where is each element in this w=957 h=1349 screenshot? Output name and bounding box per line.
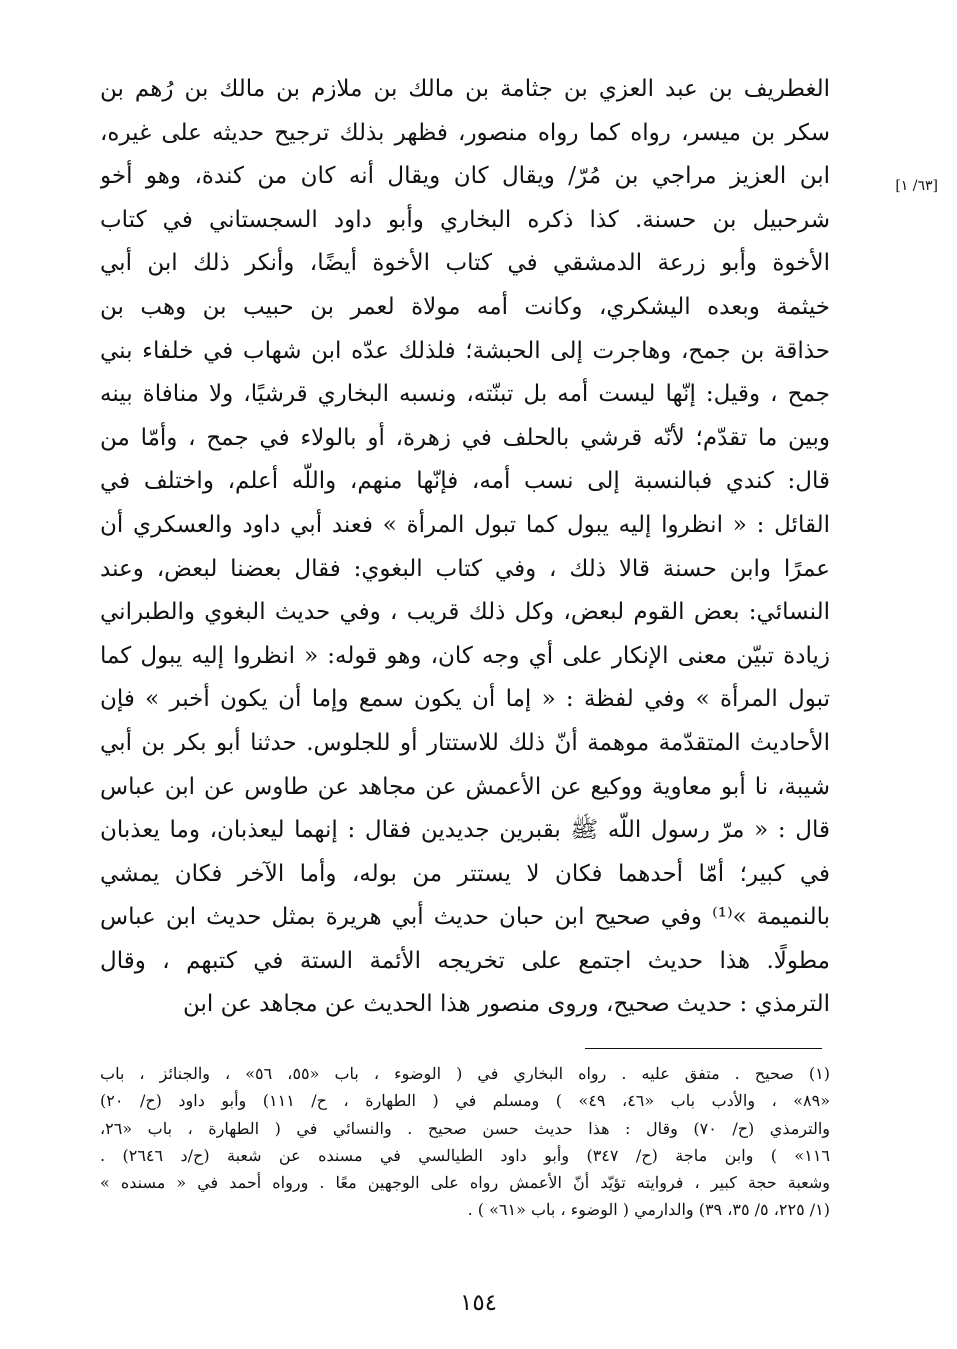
footnote-line: والترمذي (ح/ ٧٠) وقال : هذا حديث حسن صحيح . والنسائي في ( الطهارة ، باب «٢٦، <box>100 1118 830 1138</box>
text-line: الغطريف بن عبد العزي بن جثامة بن مالك بن ملازم بن مالك بن رُهم بن <box>100 76 830 102</box>
text-line: خيثمة وبعده اليشكري، وكانت أمه مولاة لعمر بن حبيب بن وهب بن <box>100 293 830 320</box>
text-line: شيبة، نا أبو معاوية ووكيع عن الأعمش عن مجاهد عن طاوس عن ابن عباس <box>100 773 830 800</box>
text-line: بالنميمة »⁽¹⁾ وفي صحيح ابن حبان حديث أبي هريرة بمثل حديث ابن عباس <box>100 904 830 931</box>
footnote-separator <box>585 1048 822 1049</box>
text-line: تبول المرأة » وفي لفظة : « إما أن يكون سمع وإما أن يكون أخبر » فإن <box>100 686 830 713</box>
text-line: قال: كندي فبالنسبة إلى نسب أمه، فإنّها منهم، واللّه أعلم، واختلف في <box>100 468 830 495</box>
text-line: وبين ما تقدّم؛ لأنّه قرشي بالحلف في زهرة، أو بالولاء في جمح ، وأمّا من <box>100 424 830 451</box>
text-line: النسائي: بعض القوم لبعض، وكل ذلك قريب ، وفي حديث البغوي والطبراني <box>100 599 830 626</box>
text-line: مطولًا. هذا حديث اجتمع على تخريجه الأئمة الستة في كتبهم ، وقال <box>100 947 830 974</box>
margin-reference: [٦٣/ ١] <box>895 178 938 194</box>
text-line: زيادة تبيّن معنى الإنكار على أي وجه كان، وهو قوله: « انظروا إليه يبول كما <box>100 642 830 669</box>
text-line: الترمذي : حديث صحيح، وروى منصور هذا الحديث عن مجاهد عن ابن <box>182 991 830 1018</box>
text-line: في كبير؛ أمّا أحدهما فكان لا يستتر من بوله، وأما الآخر فكان يمشي <box>100 860 830 887</box>
text-line: قال : « مرّ رسول اللّه ﷺ بقبرين جديدين فقال : إنهما ليعذبان، وما يعذبان <box>100 817 830 844</box>
text-line: شرحبيل بن حسنة. كذا ذكره البخاري وأبو داود السجستاني في كتاب <box>100 206 830 233</box>
footnote-line: (١) صحيح . متفق عليه . رواه البخاري في ( الوضوء ، باب «٥٥، ٥٦» ، والجنائز ، باب <box>100 1064 830 1083</box>
main-text-block <box>100 68 830 1027</box>
footnote-line: ١١٦» ) وابن ماجة (ح/ ٣٤٧) وأبو داود الطيالسي في مسنده عن شعبة (ح/د ٢٦٤٦) . <box>100 1145 830 1165</box>
text-line: جمح ، وقيل: إنّها ليست أمه بل تبنّته، ونسبه البخاري قرشيًا، ولا منافاة بينه <box>100 381 830 408</box>
text-line: الأخوة وأبو زرعة الدمشقي في كتاب الأخوة أيضًا، وأنكر ذلك ابن أبي <box>100 250 830 277</box>
footnote-line: «٨٩» ، والأدب باب «٤٦، ٤٩» ) ومسلم في ( الطهارة ، ح/ ١١١) وأبو داود (ح/ ٢٠) <box>100 1091 830 1111</box>
text-line: عمرًا وابن حسنة قالا ذلك ، وفي كتاب البغوي: فقال بعضنا لبعض، وعند <box>100 555 830 582</box>
footnote-line: (١/ ٢٢٥، ٥/ ٣٥، ٣٩) والدارمي ( الوضوء ، باب «٦١» ) . <box>467 1200 830 1220</box>
text-line: ابن العزيز مراجي بن مُرّ/ ويقال كان ويقال أنه كان من كندة، وهو أخو <box>100 163 830 190</box>
page-number: ١٥٤ <box>459 1290 498 1316</box>
footnotes-block <box>100 1060 830 1224</box>
text-line: سكر بن ميسر، رواه كما رواه منصور، فظهر بذلك ترجيح حديثه على غيره، <box>100 119 830 146</box>
text-line: الأحاديث المتقدّمة موهمة أنّ ذلك للاستتار أو للجلوس. حدثنا أبو بكر بن أبي <box>100 729 830 756</box>
text-line: القائل : « انظروا إليه يبول كما تبول المرأة » فعند أبي داود والعسكري أن <box>100 511 830 538</box>
footnote-line: وشعبة حجة كبير ، فروايته تؤيّد أنّ الأعمش رواه على الوجهين معًا . ورواه أحمد في « مسنده » <box>100 1173 830 1193</box>
text-line: حذاقة بن جمح، وهاجرت إلى الحبشة؛ فلذلك عدّه ابن شهاب في خلفاء بني <box>100 337 830 364</box>
